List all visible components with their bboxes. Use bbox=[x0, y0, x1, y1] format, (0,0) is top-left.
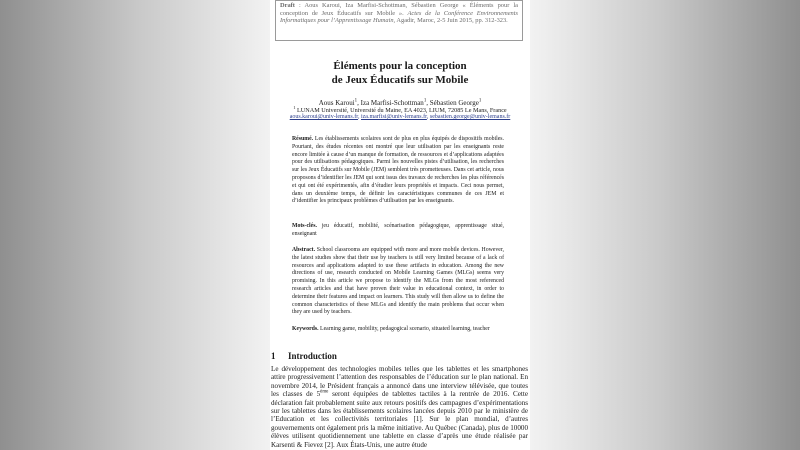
draft-text: : Aous Karoui, Iza Marfisi-Schottman, Sébastien George « Éléments pour la conception de Jeux Éducatifs sur Mobile ». bbox=[280, 2, 518, 17]
author-2: Iza Marfisi-Schottman bbox=[360, 99, 424, 107]
authors: Aous Karoui$^1$, Iza Marfisi-Schottman$^1$, Sébastien George$^1$ bbox=[318, 98, 482, 107]
motscles-paragraph: Mots-clés. jeu éducatif, mobilité, scénarisation pédagogique, apprentissage situé, enseignant bbox=[292, 223, 504, 237]
resume-paragraph: Résumé. Les établissements scolaires sont de plus en plus équipés de dispositifs mobiles. Pourtant, des études récentes ont montré que leur utilisation par les enseignants reste encore limitée à cause d’un manque de formation, de ressources et d’applications adaptées pour des utilisations pédagogiques. Parmi les nouvelles pistes d’utilisation, les recherches sur les Jeux Éducatifs sur Mobile (JEM) semblent très prometteuses. Dans cet article, nous proposons d’identifier les JEM qui sont issus des travaux de recherches les plus référencés et qui ont été expérimentés, afin d’étudier leurs propriétés et impacts. Ceci nous permet, dans un deuxième temps, de définir les caractéristiques communes de ces JEM et d’identifier les principaux problèmes d’utilisation par les enseignants. bbox=[292, 136, 504, 205]
motscles-label: Mots-clés. bbox=[292, 223, 317, 229]
email-link[interactable]: iza.marfisi@univ-lemans.fr bbox=[360, 114, 427, 120]
email-link[interactable]: sebastien.george@univ-lemans.fr bbox=[429, 114, 511, 120]
draft-venue: Actes de la Conférence Environnements Informatiques pour l’Apprentissage Humain bbox=[280, 9, 518, 25]
email-link[interactable]: aous.karoui@univ-lemans.fr bbox=[289, 114, 358, 120]
section-number: 1 bbox=[271, 351, 276, 361]
draft-label: Draft bbox=[280, 2, 295, 9]
author-3: Sébastien George bbox=[429, 99, 479, 107]
title-line-2: de Jeux Éducatifs sur Mobile bbox=[331, 73, 469, 86]
draft-citation-box bbox=[275, 0, 523, 41]
keywords-paragraph: Keywords. Learning game, mobility, pedagogical scenario, situated learning, teacher bbox=[292, 326, 490, 332]
author-emails: aous.karoui@univ-lemans.fr, iza.marfisi@univ-lemans.fr, sebastien.george@univ-lemans.fr bbox=[289, 114, 511, 120]
draft-tail: , Agadir, Maroc, 2-5 Juin 2015, pp. 312-323. bbox=[393, 17, 508, 25]
resume-label: Résumé. bbox=[292, 136, 314, 142]
affiliation: $^1$ LUNAM Université, Université du Maine, EA 4023, LIUM, 72085 Le Mans, France bbox=[293, 104, 507, 114]
author-1: Aous Karoui bbox=[318, 99, 355, 107]
section-heading-introduction bbox=[271, 351, 529, 362]
paper-title bbox=[270, 60, 530, 87]
paper-page bbox=[270, 0, 530, 450]
title-line-1: Éléments pour la conception bbox=[333, 60, 467, 72]
abstract-paragraph: Abstract. School classrooms are equipped with more and more mobile devices. However, the latest studies show that their use by teachers is still very limited because of a lack of resources and applications adapted to use these artifacts in education. Among the new directions of use, research conducted on Mobile Learning Games (MLGs) seems very promising. In this article we propose to identify the MLGs from the most referenced research articles and that have proven their value in educational context, in order to determine their features and impact on learners. This study will then allow us to define the common characteristics of these MLGs and identify the main problems that occur when they are used by teachers. bbox=[292, 247, 504, 316]
abstract-label: Abstract. bbox=[292, 247, 316, 253]
keywords-label: Keywords. bbox=[292, 326, 319, 332]
introduction-paragraph: Le développement des technologies mobiles telles que les tablettes et les smartphones attire progressivement l’attention des responsables de l’éducation sur le plan national. En novembre 2014, le Président français a annoncé dans une interview télévisée, que toutes les classes de 5ème seront équipées de tablettes tactiles à la rentrée de 2016. Cette déclaration fait probablement suite aux retours positifs des campagnes d’expérimentations sur les tablettes dans les établissements scolaires lancées depuis 2010 par le ministère de l’Education et les collectivités territoriales [1]. Sur le plan mondial, d’autres gouvernements ont également pris la même initiative. Au Québec (Canada), plus de 10000 élèves utilisent quotidiennement une tablette en classe d’après une étude réalisée par Karsenti & Fievez [2]. Aux États-Unis, une autre étude bbox=[271, 365, 528, 449]
section-title: Introduction bbox=[288, 351, 337, 361]
